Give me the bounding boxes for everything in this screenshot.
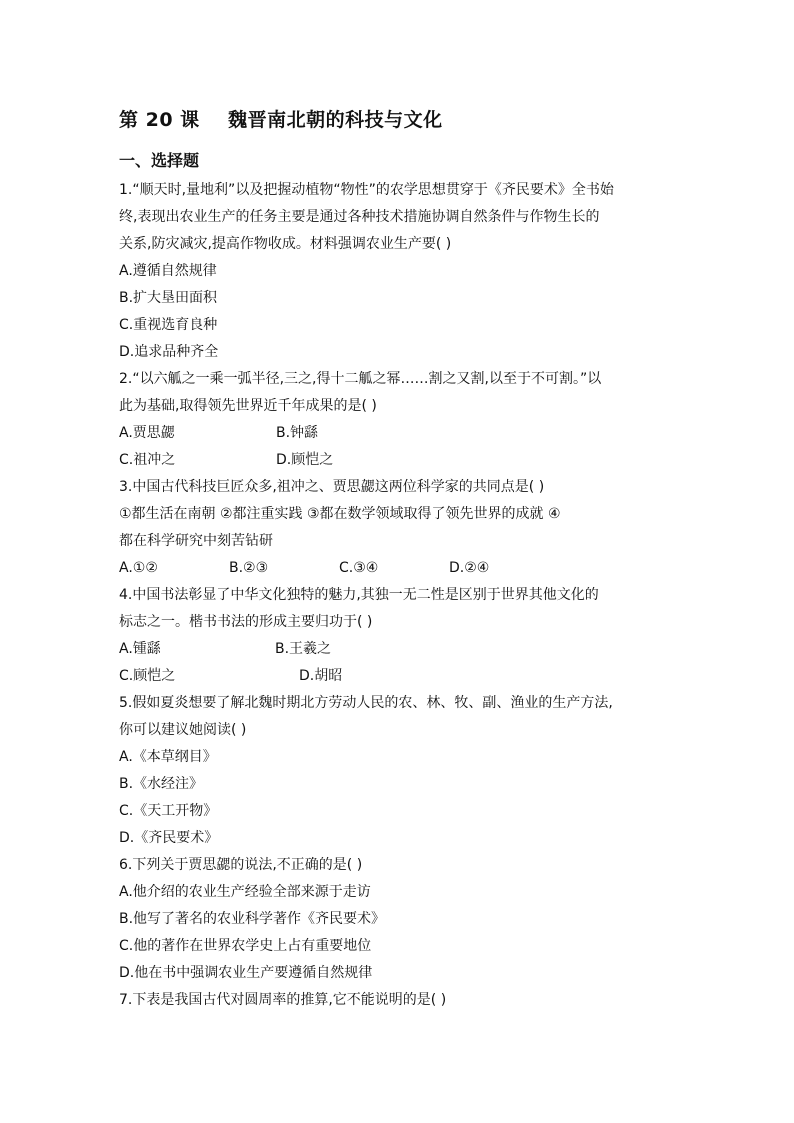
option-a: A.遵循自然规律 — [119, 263, 217, 279]
question-list — [119, 177, 679, 1014]
question-6 — [119, 852, 679, 987]
question-2 — [119, 366, 679, 474]
option-d: D.胡昭 — [299, 668, 343, 684]
section-heading: 一、选择题 — [119, 151, 200, 170]
option-b: B.②③ — [229, 560, 269, 576]
option-a: A.《本草纲目》 — [119, 749, 217, 765]
option-a: A.锺繇 — [119, 641, 161, 657]
question-1 — [119, 177, 679, 366]
option-b: B.钟繇 — [276, 425, 319, 441]
question-3 — [119, 474, 679, 582]
question-stem-line: ①都生活在南朝 ②都注重实践 ③都在数学领域取得了领先世界的成就 ④ — [119, 506, 561, 522]
question-stem-line: 都在科学研究中刻苦钻研 — [119, 533, 273, 549]
question-stem-line: 7.下表是我国古代对圆周率的推算,它不能说明的是( ) — [119, 992, 447, 1008]
lesson-title: 第 20 课 魏晋南北朝的科技与文化 — [119, 109, 443, 131]
question-stem-line: 4.中国书法彰显了中华文化独特的魅力,其独一无二性是区别于世界其他文化的 — [119, 587, 599, 603]
option-d: D.《齐民要术》 — [119, 830, 219, 846]
question-stem-line: 此为基础,取得领先世界近千年成果的是( ) — [119, 398, 377, 414]
question-7 — [119, 987, 679, 1014]
question-stem-line: 你可以建议她阅读( ) — [119, 722, 247, 738]
option-c: C.③④ — [339, 560, 379, 576]
option-d: D.顾恺之 — [276, 452, 334, 468]
question-stem-line: 6.下列关于贾思勰的说法,不正确的是( ) — [119, 857, 363, 873]
option-b: B.《水经注》 — [119, 776, 204, 792]
question-stem-line: 5.假如夏炎想要了解北魏时期北方劳动人民的农、林、牧、副、渔业的生产方法, — [119, 695, 613, 711]
option-row — [119, 420, 679, 447]
option-b: B.他写了著名的农业科学著作《齐民要术》 — [119, 911, 386, 927]
option-d: D.他在书中强调农业生产要遵循自然规律 — [119, 965, 373, 981]
option-row — [119, 663, 679, 690]
option-a: A.贾思勰 — [119, 425, 175, 441]
option-row — [119, 447, 679, 474]
question-stem-line: 终,表现出农业生产的任务主要是通过各种技术措施协调自然条件与作物生长的 — [119, 209, 600, 225]
question-stem-line: 1.“顺天时,量地利”以及把握动植物“物性”的农学思想贯穿于《齐民要术》全书始 — [119, 182, 614, 198]
option-row — [119, 636, 679, 663]
question-stem-line: 2.“以六觚之一乘一弧半径,三之,得十二觚之幂……割之又割,以至于不可割。”以 — [119, 371, 602, 387]
option-b: B.王羲之 — [275, 641, 332, 657]
option-c: C.重视选育良种 — [119, 317, 218, 333]
question-4 — [119, 582, 679, 690]
option-a: A.他介绍的农业生产经验全部来源于走访 — [119, 884, 371, 900]
question-5 — [119, 690, 679, 852]
option-c: C.顾恺之 — [119, 668, 176, 684]
option-d: D.追求品种齐全 — [119, 344, 219, 360]
option-a: A.①② — [119, 560, 158, 576]
question-stem-line: 标志之一。楷书书法的形成主要归功于( ) — [119, 614, 373, 630]
question-stem-line: 关系,防灾减灾,提高作物收成。材料强调农业生产要( ) — [119, 236, 452, 252]
option-c: C.他的著作在世界农学史上占有重要地位 — [119, 938, 372, 954]
option-d: D.②④ — [449, 560, 490, 576]
option-b: B.扩大垦田面积 — [119, 290, 218, 306]
option-c: C.《天工开物》 — [119, 803, 218, 819]
option-c: C.祖冲之 — [119, 452, 176, 468]
question-stem-line: 3.中国古代科技巨匠众多,祖冲之、贾思勰这两位科学家的共同点是( ) — [119, 479, 545, 495]
option-row — [119, 555, 679, 582]
